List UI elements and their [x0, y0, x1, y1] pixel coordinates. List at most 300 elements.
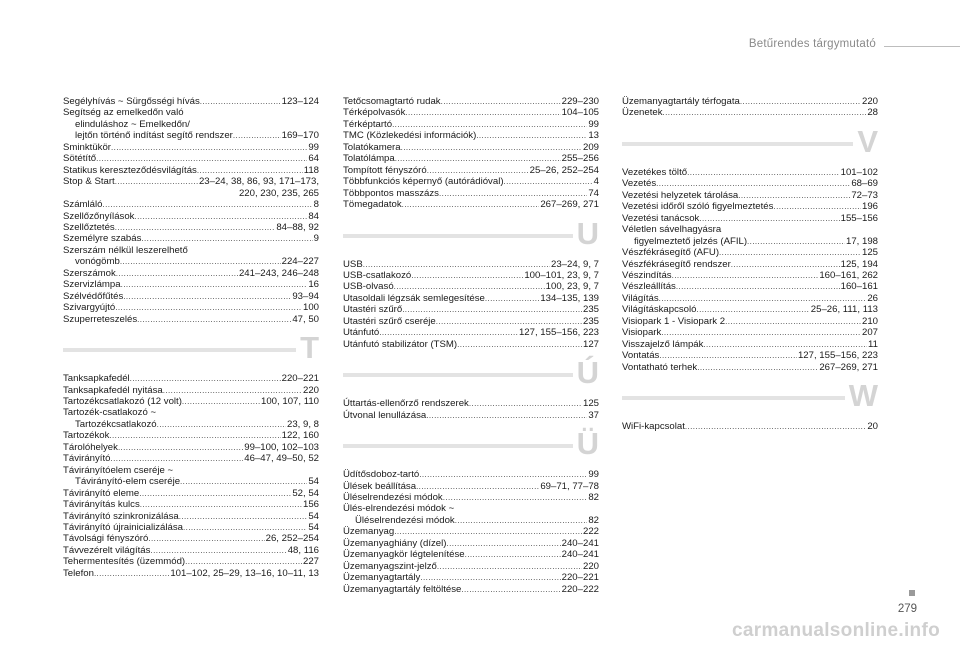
index-entry [343, 492, 599, 503]
entry-term: Távirányító eleme [63, 487, 140, 499]
index-entry [622, 96, 878, 107]
section-title: Betűrendes tárgymutató [748, 38, 876, 50]
entry-pages: 267–269, 271 [540, 199, 599, 211]
entry-term: Segélyhívás ~ Sürgősségi hívás [63, 96, 200, 107]
entry-term: Térképtartó [343, 118, 393, 130]
entry-pages: 26 [867, 292, 878, 304]
index-entry [343, 316, 599, 327]
dot-leader [469, 398, 582, 409]
section-letter: Ü [573, 425, 603, 463]
entry-pages: 125 [582, 398, 599, 410]
entry-pages: 9 [313, 233, 319, 245]
index-entry [622, 327, 878, 338]
divider-bar [343, 234, 599, 238]
dot-leader [731, 259, 840, 270]
index-entry [622, 316, 878, 327]
entry-term: Többfunkciós képernyő (autórádióval) [343, 176, 504, 188]
entry-term: WiFi-kapcsolat [622, 421, 685, 433]
entry-term: USB-olvasó [343, 281, 394, 293]
section-divider [622, 123, 878, 161]
entry-term: Stop & Start [63, 176, 115, 188]
dot-leader [441, 96, 561, 107]
index-entry [622, 201, 878, 212]
entry-pages: 160–161, 262 [819, 269, 878, 281]
entry-pages: 100, 23, 9, 7 [545, 281, 599, 293]
entry-term: Vészindítás [622, 269, 672, 281]
entry-term: Üléselrendezési módok [355, 514, 455, 526]
index-entry [343, 398, 599, 409]
dot-leader [687, 167, 840, 178]
index-entry [343, 259, 599, 270]
index-entry [622, 350, 878, 361]
index-entry [63, 268, 319, 279]
index-entry [343, 304, 599, 315]
entry-pages: 8 [313, 199, 319, 211]
entry-pages: 54 [308, 510, 319, 522]
entry-pages: 84–88, 92 [276, 221, 319, 233]
dot-leader [663, 107, 867, 118]
dot-leader [150, 545, 286, 556]
dot-leader [179, 511, 308, 522]
entry-term: Szerszám nélkül leszerelhető [63, 244, 188, 256]
dot-leader [436, 316, 582, 327]
index-entry [63, 130, 319, 141]
entry-pages: 209 [582, 141, 599, 153]
index-entry [343, 153, 599, 164]
entry-pages: 54 [308, 521, 319, 533]
index-entry [622, 270, 878, 281]
index-entry [63, 522, 319, 533]
entry-term: Üzemanyaghiány (dízel) [343, 537, 447, 549]
entry-pages: 122, 160 [281, 430, 319, 442]
entry-pages: 17, 198 [845, 235, 878, 247]
entry-pages: 104–105 [561, 107, 599, 119]
entry-term: Tanksapkafedél [63, 373, 130, 385]
index-entry [63, 476, 319, 487]
entry-term: Üdítősdoboz-tartó [343, 469, 420, 481]
entry-pages: 220 [582, 560, 599, 572]
entry-term: Térképolvasók [343, 107, 406, 119]
entry-term: Vontatható terhek [622, 361, 698, 373]
entry-pages: 255–256 [561, 153, 599, 165]
index-entry [63, 373, 319, 384]
dot-leader [697, 362, 818, 373]
entry-pages: 220–222 [561, 583, 599, 595]
dot-leader [485, 293, 539, 304]
entry-term: Úttartás-ellenőrző rendszerek [343, 398, 469, 410]
entry-term: Üzemanyagtartály [343, 572, 421, 584]
dot-leader [379, 327, 518, 338]
entry-pages: 241–243, 246–248 [238, 267, 319, 279]
index-entry [343, 410, 599, 421]
index-entry [343, 270, 599, 281]
entry-term: Távvezérelt világítás [63, 544, 151, 556]
dot-leader [200, 96, 281, 107]
entry-pages: 222 [582, 526, 599, 538]
entry-term: Világítás [622, 292, 659, 304]
dot-leader [134, 211, 307, 222]
divider-bar [622, 396, 878, 400]
entry-pages: 37 [588, 409, 599, 421]
index-entry [63, 302, 319, 313]
dot-leader [394, 526, 582, 537]
entry-pages: 11 [868, 338, 878, 350]
entry-pages: 84 [308, 210, 319, 222]
entry-pages: 196 [861, 201, 878, 213]
entry-term: Üzemanyagtartály térfogata [622, 96, 740, 107]
entry-pages: 235 [582, 304, 599, 316]
entry-term: Sminktükör [63, 141, 111, 153]
dot-leader [402, 304, 582, 315]
index-column-1 [63, 96, 319, 579]
entry-pages: 23–24, 9, 7 [550, 258, 599, 270]
index-entry [63, 556, 319, 567]
dot-leader [738, 190, 850, 201]
dot-leader [115, 222, 276, 233]
dot-leader [725, 316, 861, 327]
index-entries [622, 167, 878, 373]
page-header [0, 0, 960, 60]
entry-pages: 210 [861, 315, 878, 327]
entry-pages: 134–135, 139 [540, 292, 599, 304]
index-entry [63, 385, 319, 396]
index-entry [343, 119, 599, 130]
dot-leader [405, 107, 560, 118]
index-entry [343, 96, 599, 107]
index-entry [343, 165, 599, 176]
entry-term: Tárolóhelyek [63, 441, 118, 453]
index-entry [63, 233, 319, 244]
dot-leader [699, 213, 839, 224]
entry-term: Üzemanyag [343, 526, 395, 538]
dot-leader [96, 153, 307, 164]
entry-term: Útvonal lenullázása [343, 409, 427, 421]
entry-pages: 220 [302, 384, 319, 396]
entry-term: Telefon [63, 567, 94, 579]
index-entry [622, 236, 878, 247]
index-entry [343, 481, 599, 492]
section-divider [622, 378, 878, 415]
entry-term: Visszajelző lámpák [622, 338, 704, 350]
entry-pages: 69–71, 77–78 [540, 480, 599, 492]
entry-pages: 125, 194 [840, 258, 878, 270]
entry-term-line [63, 107, 319, 118]
entry-term: Tolatókamera [343, 141, 401, 153]
entry-pages: 99 [308, 141, 319, 153]
entry-term: Tartozékcsatlakozó [75, 418, 157, 430]
entry-pages: 101–102 [840, 166, 878, 178]
index-entry [343, 538, 599, 549]
entry-term: Tartozékok [63, 430, 110, 442]
entry-term: Vészfékrásegítő (AFU) [622, 247, 720, 259]
entry-pages: 48, 116 [287, 544, 319, 556]
entry-pages: 28 [867, 107, 878, 119]
index-entry [622, 293, 878, 304]
entry-term-line [622, 224, 878, 235]
divider-bar [343, 444, 599, 448]
entry-term: Véletlen sávelhagyásra [622, 224, 722, 236]
dot-leader [457, 339, 582, 350]
entry-term: Vezetési időről szóló figyelmeztetés [622, 201, 774, 213]
entry-pages: 220 [861, 96, 878, 107]
dot-leader [141, 233, 312, 244]
dot-leader [157, 419, 286, 430]
entry-term: Üzemanyagtartály feltöltése [343, 583, 462, 595]
entry-pages: 235 [582, 315, 599, 327]
entry-pages: 16 [308, 279, 319, 291]
section-letter: U [573, 215, 603, 253]
dot-leader [180, 476, 307, 487]
dot-leader [182, 396, 260, 407]
entry-pages: 227 [302, 556, 319, 568]
entry-term: Vezetékes töltő [622, 166, 688, 178]
entry-term: Szellőztetés [63, 221, 115, 233]
entry-pages: 99 [588, 469, 599, 481]
index-entry [63, 211, 319, 222]
index-entry [63, 430, 319, 441]
entry-term: Tompított fényszóró [343, 164, 427, 176]
entry-pages: 26, 252–254 [265, 533, 319, 545]
section-divider [343, 215, 599, 253]
entry-term: Vészfékrásegítő rendszer [622, 258, 731, 270]
entry-term: elinduláshoz ~ Emelkedőn/ [75, 118, 190, 130]
entry-pages: 127, 155–156, 223 [518, 327, 599, 339]
dot-leader [137, 314, 291, 325]
index-entry [63, 222, 319, 233]
entry-pages: 127, 155–156, 223 [797, 350, 878, 362]
entry-pages-continued: 220, 230, 235, 265 [238, 187, 319, 199]
index-entry [63, 291, 319, 302]
section-letter: V [853, 123, 882, 161]
entry-pages: 127 [582, 338, 599, 350]
index-entry [343, 188, 599, 199]
entry-pages: 169–170 [281, 130, 319, 142]
entry-pages: 74 [588, 187, 599, 199]
dot-leader [102, 199, 312, 210]
dot-leader [740, 96, 861, 107]
entry-term: Szivargyújtó [63, 302, 116, 314]
section-divider [63, 330, 319, 367]
entry-pages: 220–221 [561, 572, 599, 584]
entry-term: figyelmeztető jelzés (AFIL) [634, 235, 748, 247]
index-entry [343, 293, 599, 304]
entry-term-line [343, 503, 599, 514]
entry-pages: 100, 107, 110 [261, 395, 319, 407]
divider-bar [622, 142, 878, 146]
dot-leader [747, 236, 845, 247]
index-entry [622, 107, 878, 118]
entry-pages: 118 [303, 164, 319, 176]
entry-term: vonógömb [75, 256, 120, 268]
dot-leader [94, 568, 169, 579]
index-entries [343, 469, 599, 595]
index-entry [63, 256, 319, 267]
index-entry [63, 488, 319, 499]
index-entry [343, 142, 599, 153]
index-entry [343, 199, 599, 210]
entry-term: Világításkapcsoló [622, 304, 697, 316]
entry-term: Távirányítóelem cseréje ~ [63, 464, 174, 476]
section-divider [343, 426, 599, 463]
index-entry [63, 314, 319, 325]
entry-pages: 267–269, 271 [819, 361, 878, 373]
entry-term: Utasoldali légzsák semlegesítése [343, 292, 485, 304]
entry-term: Sötétítő [63, 153, 97, 165]
index-entry [343, 515, 599, 526]
index-entries [622, 96, 878, 119]
dot-leader [685, 421, 866, 432]
index-entry [622, 339, 878, 350]
dot-leader [109, 430, 280, 441]
page-number: 279 [897, 603, 917, 615]
entry-pages: 156 [302, 499, 319, 511]
dot-leader [394, 281, 545, 292]
dot-leader [395, 153, 561, 164]
entry-term-line [63, 407, 319, 418]
dot-leader [140, 499, 302, 510]
entry-pages: 23–24, 38, 86, 93, 171–173, [198, 176, 319, 188]
dot-leader [455, 515, 588, 526]
dot-leader [197, 165, 303, 176]
entry-pages: 155–156 [840, 212, 878, 224]
index-entry [343, 130, 599, 141]
entry-term-line [63, 119, 319, 130]
section-divider [343, 355, 599, 392]
index-entry [622, 247, 878, 258]
entry-pages: 99 [588, 118, 599, 130]
entry-term: Visiopark [622, 327, 662, 339]
entry-pages: 46–47, 49–50, 52 [244, 453, 319, 465]
dot-leader [402, 199, 540, 210]
entry-pages: 125 [861, 247, 878, 259]
index-entries [343, 398, 599, 421]
dot-leader [719, 247, 861, 258]
entry-term: Üzemanyagszint-jelző [343, 560, 437, 572]
section-letter: W [845, 377, 882, 415]
index-entries [343, 96, 599, 211]
entry-term: Vezetési tanácsok [622, 212, 700, 224]
dot-leader [233, 130, 281, 141]
dot-leader [661, 327, 861, 338]
entry-term: TMC (Közlekedési információk) [343, 130, 477, 142]
dot-leader [439, 188, 587, 199]
dot-leader [163, 385, 302, 396]
dot-leader [476, 130, 587, 141]
index-entry [622, 178, 878, 189]
entry-term-line [63, 245, 319, 256]
dot-leader [656, 178, 850, 189]
dot-leader [504, 176, 593, 187]
index-entry [622, 362, 878, 373]
index-entry [343, 561, 599, 572]
dot-leader [115, 176, 198, 187]
entry-term: Vezetési helyzetek tárolása [622, 189, 739, 201]
entry-term: Szélvédőfűtés [63, 290, 124, 302]
dot-leader [116, 268, 238, 279]
entry-term: Üzenetek [622, 107, 663, 119]
entry-term: USB-csatlakozó [343, 269, 412, 281]
entry-term: Ülések beállítása [343, 480, 417, 492]
entry-term: Tetőcsomagtartó rudak [343, 96, 441, 107]
entry-pages: 68–69 [851, 178, 878, 190]
dot-leader [703, 339, 867, 350]
index-entry [622, 190, 878, 201]
dot-leader [427, 165, 529, 176]
index-entry [343, 549, 599, 560]
entry-pages: 82 [588, 514, 599, 526]
index-entry [63, 279, 319, 290]
dot-leader [697, 304, 810, 315]
entry-pages: 13 [588, 130, 599, 142]
dot-leader [148, 533, 264, 544]
index-entries [622, 421, 878, 432]
entry-pages: 207 [861, 327, 878, 339]
dot-leader [115, 302, 302, 313]
entry-term: Távirányító [63, 453, 111, 465]
entry-term: USB [343, 258, 363, 270]
dot-leader [363, 259, 550, 270]
index-entry [343, 572, 599, 583]
dot-leader [676, 281, 840, 292]
header-rule [884, 46, 960, 47]
section-letter: T [296, 329, 323, 367]
index-entry [343, 107, 599, 118]
entry-pages: 160–161 [840, 281, 878, 293]
dot-leader [111, 142, 307, 153]
entry-term: Vészleállítás [622, 281, 676, 293]
section-letter: Ú [573, 354, 603, 392]
index-entry [63, 176, 319, 187]
entry-term: Tartozék-csatlakozó ~ [63, 407, 157, 419]
watermark: carmanualsonline.info [732, 620, 940, 641]
index-entry [343, 339, 599, 350]
index-entry [343, 281, 599, 292]
entry-pages: 240–241 [561, 549, 599, 561]
entry-term: Utastéri szűrő [343, 304, 403, 316]
entry-pages: 4 [593, 176, 599, 188]
entry-term: Távirányító-elem cseréje [75, 476, 181, 488]
index-column-2 [343, 96, 599, 595]
divider-bar [343, 373, 599, 377]
entry-pages: 23, 9, 8 [286, 418, 319, 430]
index-entry [63, 568, 319, 579]
entry-term: Utánfutó [343, 327, 380, 339]
dot-leader [446, 538, 560, 549]
dot-leader [130, 373, 281, 384]
dot-leader [659, 293, 867, 304]
index-entry [63, 545, 319, 556]
entry-term: Vontatás [622, 350, 660, 362]
entry-term: Visiopark 1 - Visiopark 2 [622, 315, 726, 327]
entry-term: Tömegadatok [343, 199, 402, 211]
index-entry [63, 199, 319, 210]
dot-leader [110, 453, 243, 464]
entry-term: Vezetés [622, 178, 657, 190]
entry-pages: 47, 50 [292, 313, 319, 325]
index-entry [343, 526, 599, 537]
entry-pages: 52, 54 [292, 487, 319, 499]
entry-term: Szerszámok [63, 267, 116, 279]
dot-leader [416, 481, 539, 492]
dot-leader [401, 142, 582, 153]
entry-term: Szervizlámpa [63, 279, 121, 291]
index-entries [63, 96, 319, 325]
dot-leader [420, 572, 560, 583]
index-entry [63, 165, 319, 176]
index-entry [63, 96, 319, 107]
entry-pages: 25–26, 252–254 [529, 164, 599, 176]
index-entry [63, 153, 319, 164]
